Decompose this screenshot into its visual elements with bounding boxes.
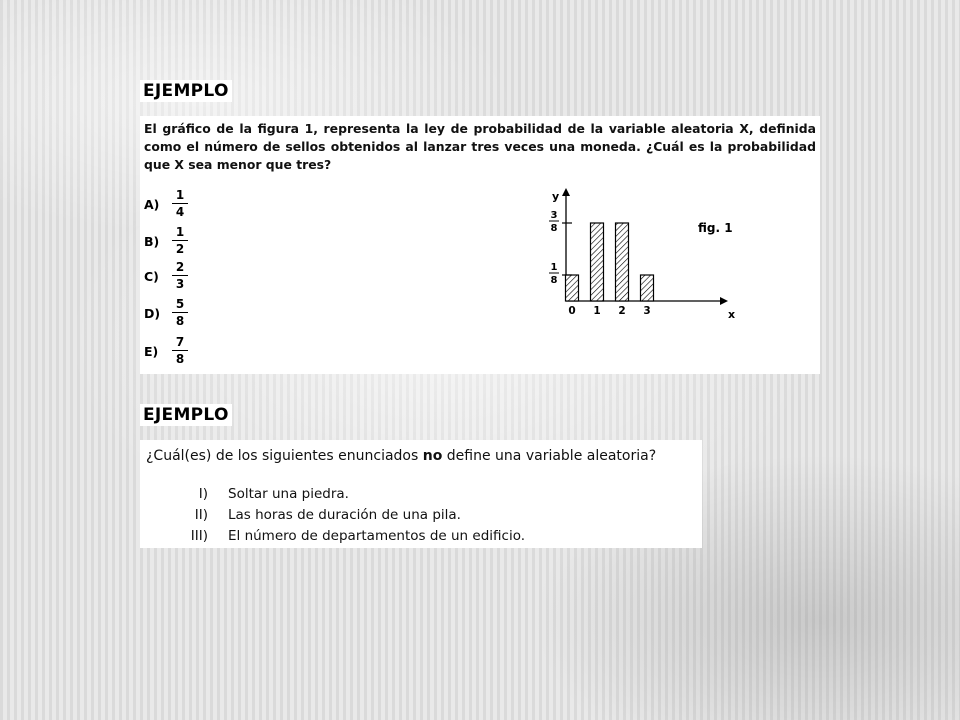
question-text-after: define una variable aleatoria?: [442, 448, 657, 464]
option-d[interactable]: [144, 297, 224, 333]
bar-x-3: [641, 275, 654, 301]
y-tick-denominator: 8: [550, 275, 558, 286]
x-tick-label: 2: [618, 305, 626, 317]
probability-bar-chart: [530, 186, 750, 321]
example-2-question: [146, 448, 656, 464]
fraction-denominator: 2: [175, 242, 185, 256]
x-tick-label: 0: [568, 305, 576, 317]
y-axis-arrow: [562, 188, 570, 196]
option-letter: C): [144, 269, 159, 284]
statement-1: [144, 486, 684, 504]
fraction-denominator: 4: [175, 205, 185, 219]
example-1-question: El gráfico de la figura 1, representa la ley de probabilidad de la variable aleatoria X, definida como el número de sellos obtenidos al lanzar tres veces una moneda. ¿Cuál es la probabilidad que X sea menor que tres?: [144, 121, 816, 172]
option-fraction: [172, 188, 188, 219]
fraction-denominator: 8: [175, 314, 185, 328]
x-tick-label: 1: [593, 305, 601, 317]
y-tick-numerator: 3: [550, 210, 558, 221]
fraction-numerator: 5: [172, 297, 188, 313]
x-axis-arrow: [720, 297, 728, 305]
example-2-heading: EJEMPLO: [140, 404, 232, 426]
option-b[interactable]: [144, 225, 224, 261]
option-fraction: [172, 225, 188, 256]
example-1-heading: EJEMPLO: [140, 80, 232, 102]
y-tick-denominator: 8: [550, 223, 558, 234]
figure-label: fig. 1: [698, 221, 733, 235]
bar-x-1: [591, 223, 604, 301]
example-2-panel: [140, 440, 702, 548]
fraction-denominator: 8: [175, 352, 185, 366]
question-emphasis: no: [422, 448, 443, 464]
fraction-numerator: 1: [172, 225, 188, 241]
option-fraction: [172, 297, 188, 328]
statement-text: El número de departamentos de un edificio.: [228, 528, 526, 544]
option-a[interactable]: [144, 188, 224, 224]
example-1-panel: [140, 116, 820, 374]
option-fraction: [172, 335, 188, 366]
y-axis-label: y: [552, 190, 560, 203]
y-tick-numerator: 1: [550, 262, 558, 273]
statement-3: [144, 528, 684, 546]
statement-number: I): [198, 486, 208, 502]
statement-text: Soltar una piedra.: [228, 486, 349, 502]
option-letter: E): [144, 344, 159, 359]
statement-text: Las horas de duración de una pila.: [228, 507, 461, 523]
statement-number: II): [194, 507, 208, 523]
statement-2: [144, 507, 684, 525]
fraction-numerator: 7: [172, 335, 188, 351]
x-tick-label: 3: [643, 305, 651, 317]
option-fraction: [172, 260, 188, 291]
option-letter: B): [144, 234, 160, 249]
option-e[interactable]: [144, 335, 224, 371]
x-axis-label: x: [728, 308, 736, 321]
question-text-before: ¿Cuál(es) de los siguientes enunciados: [146, 448, 423, 464]
fraction-numerator: 1: [172, 188, 188, 204]
fraction-denominator: 3: [175, 277, 185, 291]
option-c[interactable]: [144, 260, 224, 296]
statement-number: III): [190, 528, 208, 544]
option-letter: A): [144, 197, 160, 212]
bar-x-0: [566, 275, 579, 301]
bar-x-2: [616, 223, 629, 301]
fraction-numerator: 2: [172, 260, 188, 276]
option-letter: D): [144, 306, 161, 321]
